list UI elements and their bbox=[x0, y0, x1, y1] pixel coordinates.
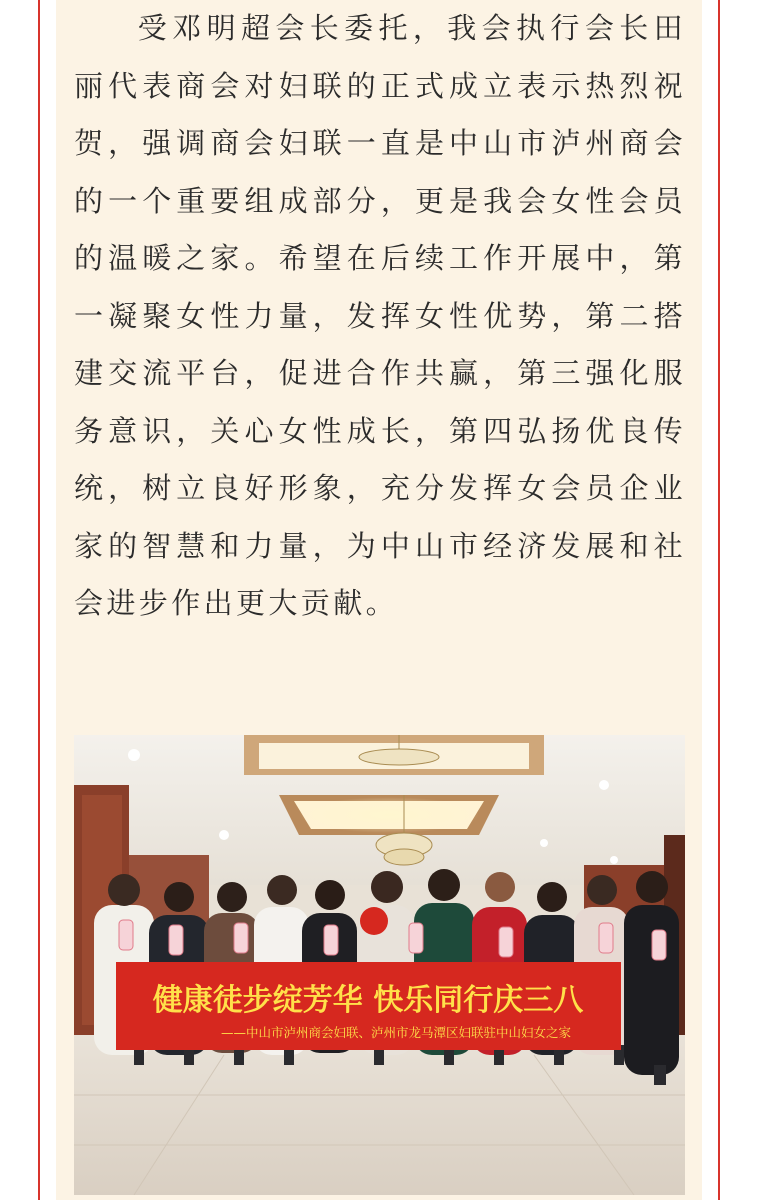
right-red-border bbox=[718, 0, 720, 1200]
group-photo bbox=[74, 735, 685, 1195]
article-paragraph: 受邓明超会长委托，我会执行会长田丽代表商会对妇联的正式成立表示热烈祝贺，强调商会妇联一直是中山市泸州商会的一个重要组成部分，更是我会女性会员的温暖之家。希望在后续工作开展中，第一凝聚女性力量，发挥女性优势，第二搭建交流平台，促进合作共赢，第三强化服务意识，关心女性成长，第四弘扬优良传统，树立良好形象，充分发挥女会员企业家的智慧和力量，为中山市经济发展和社会进步作出更大贡献。 bbox=[74, 11, 686, 620]
article-body bbox=[74, 0, 686, 633]
group-photo-illustration bbox=[74, 735, 685, 1195]
banner-subtitle: ——中山市泸州商会妇联、泸州市龙马潭区妇联驻中山妇女之家 bbox=[220, 1025, 572, 1040]
left-red-border bbox=[38, 0, 40, 1200]
banner-title: 健康徒步绽芳华 快乐同行庆三八 bbox=[152, 983, 584, 1018]
